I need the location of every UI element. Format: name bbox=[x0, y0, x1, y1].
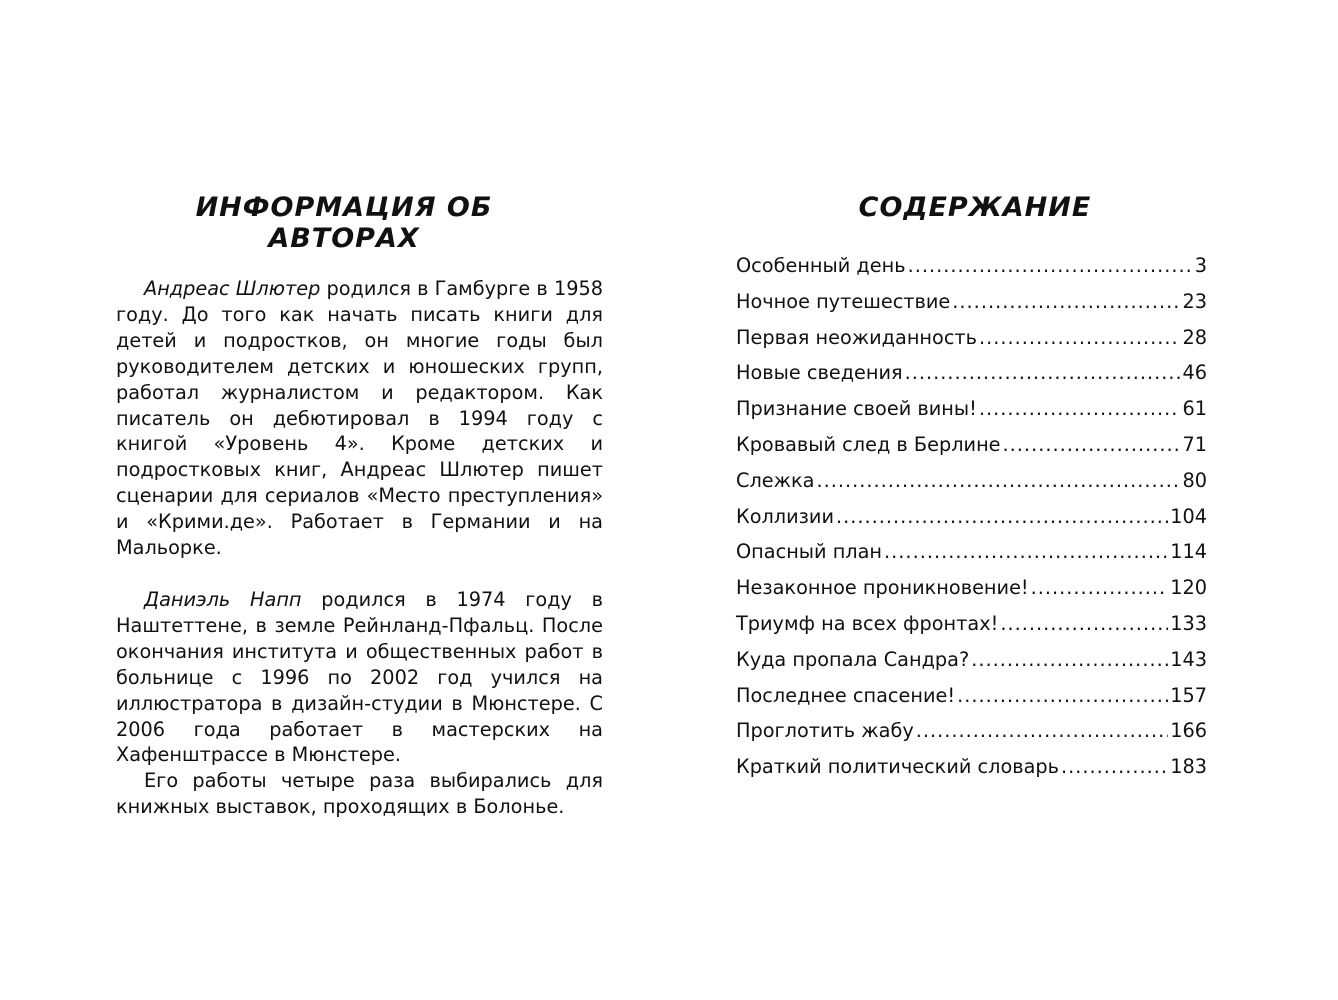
toc-entry-title: Краткий политический словарь bbox=[736, 755, 1060, 779]
toc-entry-title: Незаконное проникновение! bbox=[736, 576, 1029, 600]
toc-entry-page-number: 183 bbox=[1170, 755, 1207, 779]
toc-leader-dots bbox=[1061, 753, 1168, 781]
toc-leader-dots bbox=[1031, 574, 1169, 602]
contents-heading: СОДЕРЖАНИЕ bbox=[858, 192, 1092, 223]
right-page bbox=[669, 0, 1338, 1000]
toc-entry-title: Опасный план bbox=[736, 540, 883, 564]
toc-entry bbox=[736, 431, 1207, 467]
toc-entry bbox=[736, 252, 1207, 288]
toc-entry-page-number: 71 bbox=[1182, 432, 1207, 456]
toc-leader-dots bbox=[979, 395, 1181, 423]
author-bio-schlueter: родился в Гамбурге в 1958 году. До того как начать писать книги для детей и подростков, он многие годы был руководителем детских и юношеских групп, работал журналистом и редактором. Как писатель он дебютировал в 1994 году с книгой «Уровень 4». Кроме детских и подростковых книг, Андреас Шлютер пишет сценарии для сериалов «Место преступления» и «Крими.де». Работает в Германии и на Мальорке. bbox=[116, 277, 604, 560]
toc-entry-page-number: 143 bbox=[1170, 647, 1207, 671]
toc-entry-title: Признание своей вины! bbox=[736, 397, 977, 421]
toc-leader-dots bbox=[1003, 431, 1181, 459]
toc-entry bbox=[736, 610, 1207, 646]
toc-entry-page-number: 120 bbox=[1170, 576, 1207, 600]
toc-leader-dots bbox=[816, 467, 1180, 495]
author-name-schlueter: Андреас Шлютер bbox=[144, 277, 321, 300]
toc-leader-dots bbox=[979, 324, 1180, 352]
toc-entry bbox=[736, 753, 1207, 789]
toc-leader-dots bbox=[905, 359, 1181, 387]
author-paragraph-napp-exhibitions: Его работы четыре раза выбирались для книжных выставок, проходящих в Болонье. bbox=[116, 769, 603, 819]
toc-entry-title: Первая неожиданность bbox=[736, 325, 978, 349]
authors-info bbox=[116, 276, 603, 820]
toc-entry bbox=[736, 324, 1207, 360]
toc-entry-page-number: 3 bbox=[1194, 254, 1207, 277]
toc-leader-dots bbox=[952, 288, 1180, 316]
author-paragraph-schlueter bbox=[116, 276, 603, 561]
toc-leader-dots bbox=[908, 252, 1193, 280]
toc-entry-title: Последнее спасение! bbox=[736, 683, 956, 707]
toc-entry-title: Коллизии bbox=[736, 504, 834, 528]
toc-entry bbox=[736, 717, 1207, 753]
toc-entry-page-number: 157 bbox=[1170, 683, 1207, 707]
toc-entry-title: Кровавый след в Берлине bbox=[736, 432, 1001, 456]
toc-entry-page-number: 28 bbox=[1182, 325, 1207, 349]
author-bio-napp: родился в 1974 году в Наштеттене, в земле Рейнланд-Пфальц. После окончания института и общественных работ в больнице с 1996 по 2002 год учился на иллюстратора в дизайн-студии в Мюнстере. С 2006 года работает в мастерских на Хафенштрассе в Мюнстере. bbox=[116, 587, 603, 767]
toc-entry-page-number: 104 bbox=[1170, 504, 1207, 528]
toc-leader-dots bbox=[957, 682, 1168, 710]
authors-heading: ИНФОРМАЦИЯ ОБ АВТОРАХ bbox=[195, 192, 493, 254]
toc-leader-dots bbox=[884, 538, 1168, 566]
toc-entry bbox=[736, 288, 1207, 324]
toc-entry-title: Проглотить жабу bbox=[736, 719, 914, 743]
toc-leader-dots bbox=[916, 717, 1168, 745]
toc-leader-dots bbox=[1000, 610, 1168, 638]
toc-entry-title: Куда пропала Сандра? bbox=[736, 647, 970, 671]
toc-entry bbox=[736, 503, 1207, 539]
toc-entry-page-number: 133 bbox=[1170, 611, 1207, 635]
toc-entry-title: Триумф на всех фронтах! bbox=[736, 611, 999, 635]
toc-entry bbox=[736, 538, 1207, 574]
toc-entry bbox=[736, 646, 1207, 682]
table-of-contents bbox=[736, 252, 1207, 789]
toc-entry bbox=[736, 359, 1207, 395]
toc-entry-title: Особенный день bbox=[736, 254, 906, 277]
toc-entry bbox=[736, 682, 1207, 718]
toc-entry-page-number: 23 bbox=[1182, 289, 1207, 313]
toc-leader-dots bbox=[836, 503, 1168, 531]
toc-entry-title: Слежка bbox=[736, 468, 815, 492]
toc-entry bbox=[736, 467, 1207, 503]
toc-entry-page-number: 166 bbox=[1170, 719, 1207, 743]
toc-entry-page-number: 80 bbox=[1182, 468, 1207, 492]
toc-entry bbox=[736, 574, 1207, 610]
toc-entry bbox=[736, 395, 1207, 431]
toc-entry-page-number: 46 bbox=[1182, 361, 1207, 385]
toc-leader-dots bbox=[971, 646, 1168, 674]
toc-entry-page-number: 114 bbox=[1170, 540, 1207, 564]
toc-entry-page-number: 61 bbox=[1182, 397, 1207, 421]
author-name-napp: Даниэль Напп bbox=[144, 587, 302, 611]
toc-entry-title: Новые сведения bbox=[736, 361, 903, 385]
author-paragraph-napp bbox=[116, 587, 603, 768]
toc-entry-title: Ночное путешествие bbox=[736, 289, 951, 313]
